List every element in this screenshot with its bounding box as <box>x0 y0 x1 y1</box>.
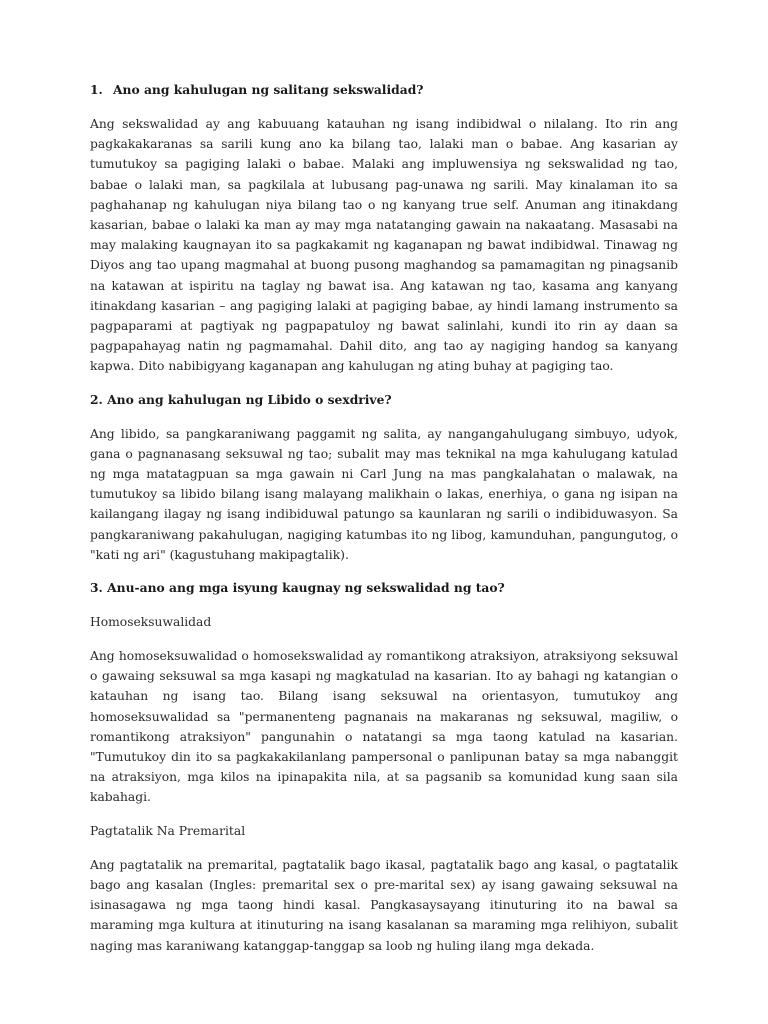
section-1-heading <box>90 80 678 100</box>
section-3-heading: 3. Anu-ano ang mga isyung kaugnay ng sekswalidad ng tao? <box>90 580 505 596</box>
premarital-paragraph: Ang pagtatalik na premarital, pagtatalik bago ikasal, pagtatalik bago ang kasal, o pagtatalik bago ang kasalan (Ingles: premarital sex o pre-marital sex) ay isang gawaing seksuwal na isinasagawa ng mga taong hindi kasal. Pangkasaysayang itinuturing ito na bawal sa maraming mga kultura at itinuturing na isang kasalanan sa maraming mga relihiyon, subalit naging mas karaniwang katanggap-tanggap sa loob ng huling ilang mga dekada. <box>90 857 678 953</box>
section-1-title: Ano ang kahulugan ng salitang sekswalidad? <box>113 82 424 97</box>
section-2-paragraph: Ang libido, sa pangkaraniwang paggamit ng salita, ay nangangahulugang simbuyo, udyok, gana o pagnanasang seksuwal ng tao; subalit may mas teknikal na mga kahulugang katulad ng mga matatagpuan sa mga gawain ni Carl Jung na mas pangkalahatan o malawak, na tumutukoy sa libido bilang isang malayang malikhain o lakas, enerhiya, o gana ng isipan na kailangang ilagay ng isang indibiduwal patungo sa kaunlaran ng sarili o indibiduwasyon. Sa pangkaraniwang pakahulugan, nagiging katumbas ito ng libog, kamunduhan, pangungutog, o "kati ng ari" (kagustuhang makipagtalik). <box>90 426 678 562</box>
section-2-heading: 2. Ano ang kahulugan ng Libido o sexdrive? <box>90 391 392 407</box>
subheading-premarital: Pagtatalik Na Premarital <box>90 823 246 838</box>
homoseksuwalidad-paragraph: Ang homoseksuwalidad o homosekswalidad ay romantikong atraksiyon, atraksiyong seksuwal o gawaing seksuwal sa mga kasapi ng magkatulad na kasarian. Ito ay bahagi ng katangian o katauhan ng isang tao. Bilang isang seksuwal na orientasyon, tumutukoy ang homoseksuwalidad sa "permanenteng pagnanais na makaranas ng seksuwal, magiliw, o romantikong atraksiyon" pangunahin o natatangi sa mga taong katulad na kasarian. "Tumutukoy din ito sa pagkakakilanlang pampersonal o panlipunan batay sa mga nabanggit na atraksiyon, mga kilos na ipinapakita nila, at sa pagsanib sa komunidad kung saan sila kabahagi. <box>90 649 678 805</box>
subheading-homoseksuwalidad: Homoseksuwalidad <box>90 615 212 630</box>
section-1-paragraph: Ang sekswalidad ay ang kabuuang katauhan ng isang indibidwal o nilalang. Ito rin ang pagkakakaranas sa sarili kung ano ka bilang tao, lalaki man o babae. Ang kasarian ay tumutukoy sa pagiging lalaki o babae. Malaki ang impluwensiya ng sekswalidad ng tao, babae o lalaki man, sa pagkilala at lubusang pag-unawa ng sarili. May kinalaman ito sa paghahanap ng kahulugan niya bilang tao o ng kanyang true self. Anuman ang itinakdang kasarian, babae o lalaki ka man ay may mga natatanging gawain na nakaatang. Masasabi na may malaking kaugnayan ito sa pagkakamit ng kaganapan ng bawat indibidwal. Tinawag ng Diyos ang tao upang magmahal at buong pusong maghandog sa pamamagitan ng pinagsanib na katawan at ispiritu na taglay ng bawat isa. Ang katawan ng tao, kasama ang kanyang itinakdang kasarian – ang pagiging lalaki at pagiging babae, ay hindi lamang instrumento sa pagpaparami at pagtiyak ng pagpapatuloy ng bawat salinlahi, kundi ito rin ay daan sa pagpapahayag natin ng pagmamahal. Dahil dito, ang tao ay nagiging handog sa kanyang kapwa. Dito nabibigyang kaganapan ang kahulugan ng ating buhay at pagiging tao. <box>90 117 678 374</box>
section-1-number: 1. <box>90 82 103 97</box>
